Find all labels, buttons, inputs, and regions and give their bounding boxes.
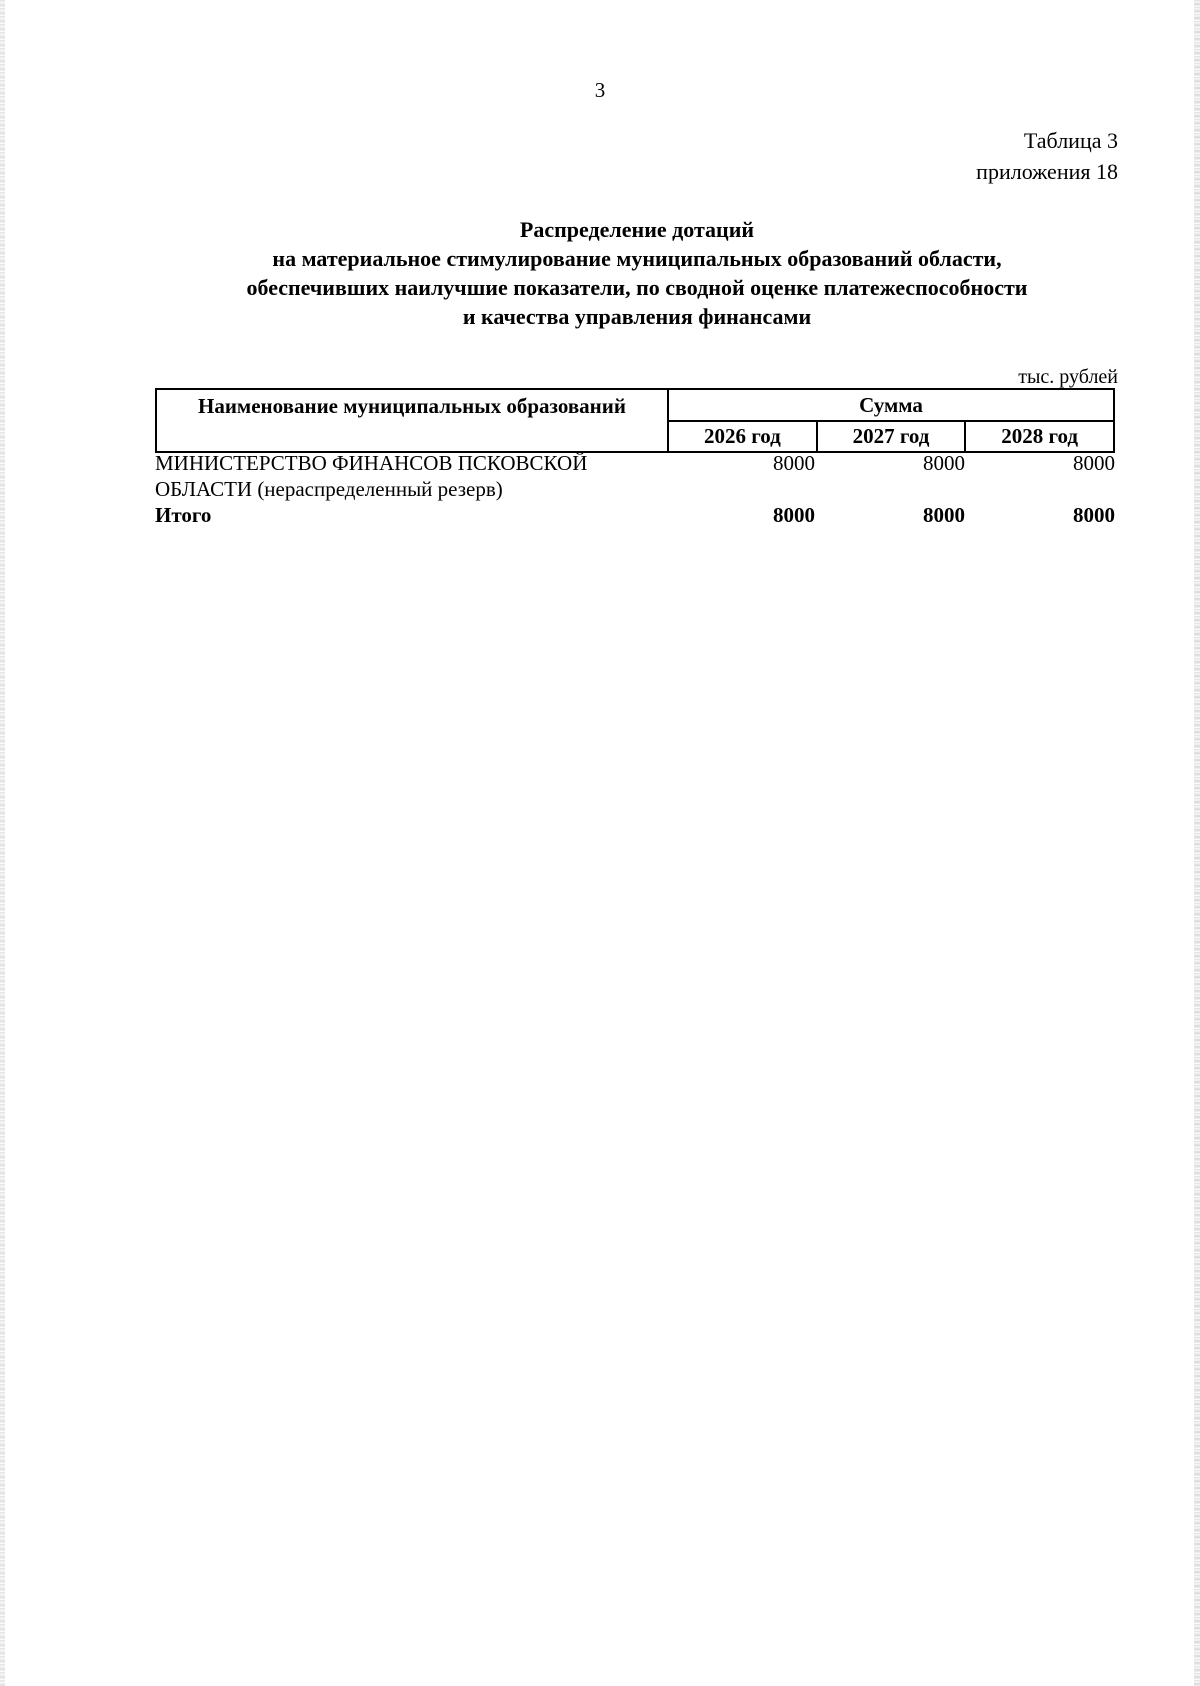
header-name-column: Наименование муниципальных образований — [156, 389, 668, 452]
scan-edge-left — [0, 0, 5, 1686]
total-value-2026: 8000 — [773, 503, 815, 527]
scan-edge-right — [1194, 0, 1200, 1686]
row-name — [155, 450, 665, 502]
table-label: Таблица 3 — [1023, 128, 1118, 153]
row-name-line-1: МИНИСТЕРСТВО ФИНАНСОВ ПСКОВСКОЙ — [155, 451, 588, 475]
row-value-2028: 8000 — [1073, 451, 1115, 475]
document-title — [150, 215, 1124, 331]
title-line-3: обеспечивших наилучшие показатели, по сводной оценке платежеспособности — [246, 275, 1028, 300]
total-label: Итого — [155, 503, 212, 527]
table-row — [155, 450, 1115, 502]
page-number: 3 — [594, 78, 606, 102]
header-year-2027: 2027 год — [817, 421, 966, 452]
header-year-2028: 2028 год — [965, 421, 1114, 452]
title-line-1: Распределение дотаций — [519, 217, 755, 242]
appendix-label: приложения 18 — [976, 159, 1118, 184]
table-body — [155, 450, 1115, 528]
row-value-2027: 8000 — [923, 451, 965, 475]
title-line-2: на материальное стимулирование муниципальных образований области, — [272, 246, 1002, 271]
title-line-4: и качества управления финансами — [462, 304, 812, 329]
total-row — [155, 502, 1115, 528]
header-sum-column: Сумма — [668, 389, 1114, 421]
appendix-reference — [976, 125, 1118, 187]
units-label: тыс. рублей — [1018, 366, 1118, 388]
row-name-line-2: ОБЛАСТИ (нераспределенный резерв) — [155, 477, 503, 501]
header-year-2026: 2026 год — [668, 421, 817, 452]
row-value-2026: 8000 — [773, 451, 815, 475]
total-value-2027: 8000 — [923, 503, 965, 527]
total-value-2028: 8000 — [1073, 503, 1115, 527]
distribution-table-header — [155, 388, 1115, 453]
